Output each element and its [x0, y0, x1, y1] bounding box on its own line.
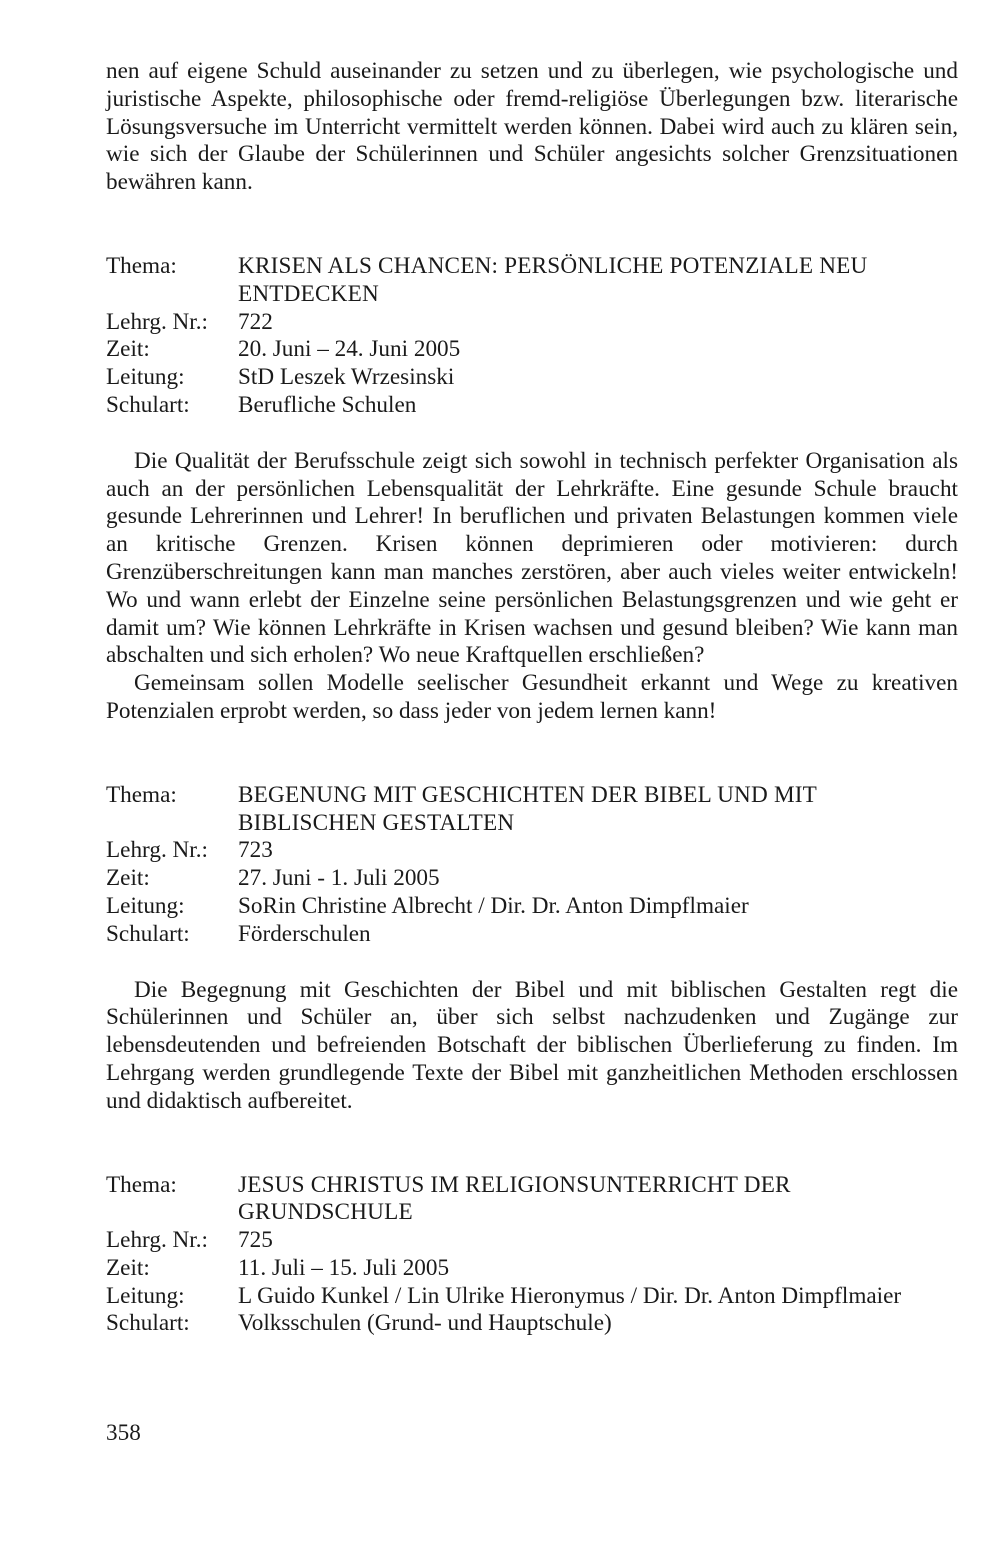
- zeit-label: Zeit:: [106, 865, 150, 892]
- course-school-type-row: [106, 392, 958, 420]
- course-description: Die Qualität der Berufsschule zeigt sich sowohl in technisch perfekter Organisation als auch an der persönlichen Lebensqualität der Lehrkräfte. Eine gesunde Schule braucht gesunde Lehrerinnen und Lehrer! In beruflichen und privaten Belastungen kommen viele an kritische Grenzen. Krisen können deprimieren oder motivieren: durch Grenzüberschreitungen kann man manches zerstören, aber auch vieles weiter entwickeln! Wo und wann erlebt der Einzelne seine persönlichen Belastungsgrenzen und wie geht er damit um? Wie können Lehrkräfte in Krisen wachsen und gesund bleiben? Wie kann man abschalten und sich erholen? Wo neue Kraftquellen erschließen?: [106, 447, 958, 669]
- thema-label: Thema:: [106, 252, 177, 279]
- spacer: [106, 197, 958, 253]
- course-date: 27. Juni - 1. Juli 2005: [238, 865, 440, 892]
- course-school-type: Förderschulen: [238, 920, 371, 947]
- course-description: Gemeinsam sollen Modelle seelischer Gesundheit erkannt und Wege zu kreativen Potenzialen erprobt werden, so dass jeder von jedem lernen kann!: [106, 670, 958, 724]
- course-date-row: [106, 1255, 958, 1283]
- course-school-type-row: [106, 1310, 958, 1338]
- course-date: 11. Juli – 15. Juli 2005: [238, 1254, 450, 1281]
- course-title: KRISEN ALS CHANCEN: PERSÖNLICHE POTENZIALE NEU ENTDECKEN: [238, 252, 868, 307]
- course-thema-row: [106, 1172, 958, 1228]
- course-leader: SoRin Christine Albrecht / Dir. Dr. Anton Dimpflmaier: [238, 892, 749, 919]
- thema-label: Thema:: [106, 781, 177, 808]
- leitung-label: Leitung:: [106, 1282, 185, 1309]
- course-description: Die Begegnung mit Geschichten der Bibel und mit biblischen Gestalten regt die Schülerinnen und Schüler an, über sich selbst nachzudenken und Zugänge zur lebensdeutenden und befreienden Botschaft der biblischen Überlieferung zu finden. Im Lehrgang werden grundlegende Texte der Bibel mit ganzheitlichen Methoden erschlossen und didaktisch aufbereitet.: [106, 976, 958, 1114]
- course-date: 20. Juni – 24. Juni 2005: [238, 336, 461, 363]
- course-725: [106, 1172, 958, 1339]
- course-school-type: Berufliche Schulen: [238, 391, 417, 418]
- course-number: 725: [238, 1227, 273, 1254]
- course-school-type-row: [106, 921, 958, 949]
- course-date-row: [106, 865, 958, 893]
- course-title: BEGENUNG MIT GESCHICHTEN DER BIBEL UND MIT BIBLISCHEN GESTALTEN: [238, 781, 817, 836]
- course-number-row: [106, 1227, 958, 1255]
- course-thema-row: [106, 782, 958, 838]
- spacer: [106, 420, 958, 448]
- course-thema-row: [106, 253, 958, 309]
- course-leader-row: [106, 1283, 958, 1311]
- course-leader: L Guido Kunkel / Lin Ulrike Hieronymus / Dir. Dr. Anton Dimpflmaier: [238, 1282, 902, 1309]
- zeit-label: Zeit:: [106, 336, 150, 363]
- page-number: 358: [106, 1420, 141, 1446]
- course-date-row: [106, 336, 958, 364]
- thema-label: Thema:: [106, 1171, 177, 1198]
- schulart-label: Schulart:: [106, 1310, 190, 1337]
- zeit-label: Zeit:: [106, 1254, 150, 1281]
- course-leader: StD Leszek Wrzesinski: [238, 364, 455, 391]
- lehrg-label: Lehrg. Nr.:: [106, 837, 208, 864]
- intro-paragraph: nen auf eigene Schuld auseinander zu setzen und zu überlegen, wie psychologische und juristische Aspekte, philosophische oder fremd-religiöse Überlegungen bzw. literarische Lösungsversuche im Unterricht vermittelt werden können. Dabei wird auch zu klären sein, wie sich der Glaube der Schülerinnen und Schüler angesichts solcher Grenzsituationen bewähren kann.: [106, 58, 958, 196]
- course-722: [106, 253, 958, 420]
- lehrg-label: Lehrg. Nr.:: [106, 308, 208, 335]
- course-title: JESUS CHRISTUS IM RELIGIONSUNTERRICHT DER GRUNDSCHULE: [238, 1171, 791, 1226]
- spacer: [106, 726, 958, 782]
- course-school-type: Volksschulen (Grund- und Hauptschule): [238, 1310, 612, 1337]
- course-leader-row: [106, 893, 958, 921]
- course-leader-row: [106, 364, 958, 392]
- schulart-label: Schulart:: [106, 920, 190, 947]
- spacer: [106, 949, 958, 977]
- course-number-row: [106, 309, 958, 337]
- lehrg-label: Lehrg. Nr.:: [106, 1227, 208, 1254]
- course-number-row: [106, 837, 958, 865]
- leitung-label: Leitung:: [106, 892, 185, 919]
- schulart-label: Schulart:: [106, 391, 190, 418]
- course-723: [106, 782, 958, 949]
- page-content: [106, 58, 958, 1338]
- leitung-label: Leitung:: [106, 364, 185, 391]
- spacer: [106, 1116, 958, 1172]
- course-number: 723: [238, 837, 273, 864]
- course-number: 722: [238, 308, 273, 335]
